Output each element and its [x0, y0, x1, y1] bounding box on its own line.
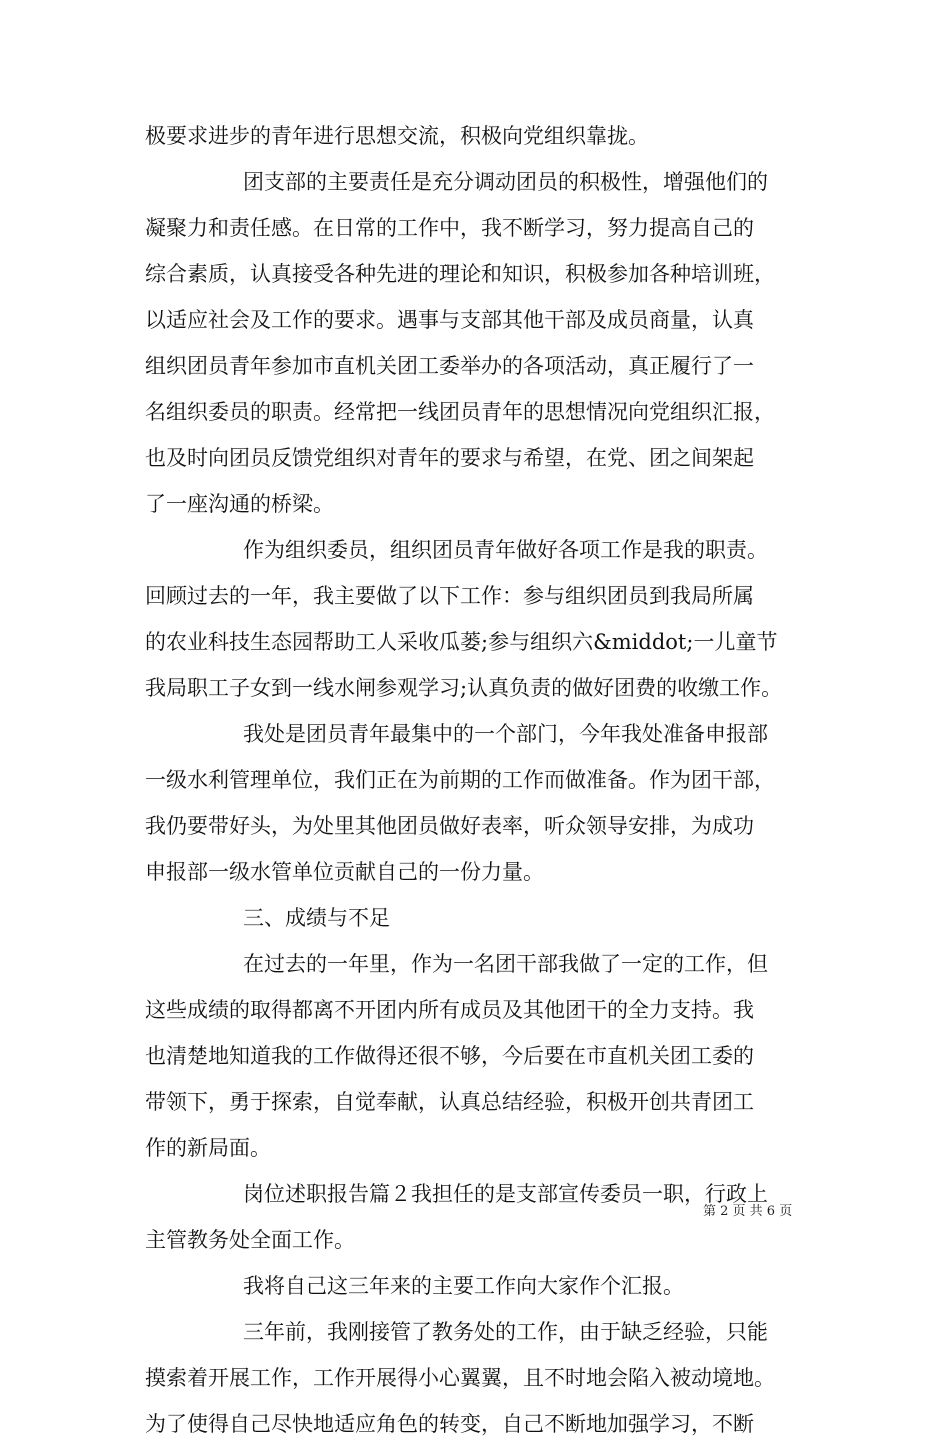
text-line: 一级水利管理单位，我们正在为前期的工作而做准备。作为团干部，	[145, 768, 775, 792]
text-line: 的农业科技生态园帮助工人采收瓜蒌;参与组织六&middot;一儿童节	[145, 630, 778, 654]
text-line: 申报部一级水管单位贡献自己的一份力量。	[145, 860, 544, 884]
text-line: 岗位述职报告篇２我担任的是支部宣传委员一职，行政上	[243, 1182, 768, 1206]
text-line: 摸索着开展工作，工作开展得小心翼翼，且不时地会陷入被动境地。	[145, 1366, 775, 1390]
text-line: 了一座沟通的桥梁。	[145, 492, 334, 516]
text-line: 三年前，我刚接管了教务处的工作，由于缺乏经验，只能	[243, 1320, 768, 1344]
text-line: 在过去的一年里，作为一名团干部我做了一定的工作，但	[243, 952, 768, 976]
text-line: 我将自己这三年来的主要工作向大家作个汇报。	[243, 1274, 684, 1298]
text-line: 三、成绩与不足	[243, 906, 390, 930]
text-line: 我处是团员青年最集中的一个部门，今年我处准备申报部	[243, 722, 768, 746]
text-line: 极要求进步的青年进行思想交流，积极向党组织靠拢。	[145, 124, 649, 148]
text-line: 作为组织委员，组织团员青年做好各项工作是我的职责。	[243, 538, 768, 562]
text-line: 也及时向团员反馈党组织对青年的要求与希望，在党、团之间架起	[145, 446, 754, 470]
text-line: 作的新局面。	[145, 1136, 271, 1160]
text-line: 这些成绩的取得都离不开团内所有成员及其他团干的全力支持。我	[145, 998, 754, 1022]
text-line: 为了使得自己尽快地适应角色的转变，自己不断地加强学习，不断	[145, 1412, 754, 1436]
text-line: 我仍要带好头，为处里其他团员做好表率，听众领导安排，为成功	[145, 814, 754, 838]
text-line: 也清楚地知道我的工作做得还很不够，今后要在市直机关团工委的	[145, 1044, 754, 1068]
text-line: 团支部的主要责任是充分调动团员的积极性，增强他们的	[243, 170, 768, 194]
body-text	[145, 113, 810, 1447]
text-line: 组织团员青年参加市直机关团工委举办的各项活动，真正履行了一	[145, 354, 754, 378]
text-line: 名组织委员的职责。经常把一线团员青年的思想情况向党组织汇报，	[145, 400, 775, 424]
text-line: 凝聚力和责任感。在日常的工作中，我不断学习，努力提高自己的	[145, 216, 754, 240]
text-line: 我局职工子女到一线水闸参观学习;认真负责的做好团费的收缴工作。	[145, 676, 783, 700]
text-line: 带领下，勇于探索，自觉奉献，认真总结经验，积极开创共青团工	[145, 1090, 754, 1114]
page-number: 第 2 页 共 6 页	[703, 1204, 793, 1219]
text-line: 以适应社会及工作的要求。遇事与支部其他干部及成员商量，认真	[145, 308, 754, 332]
text-line: 综合素质，认真接受各种先进的理论和知识，积极参加各种培训班，	[145, 262, 775, 286]
text-line: 主管教务处全面工作。	[145, 1228, 355, 1252]
text-line: 回顾过去的一年，我主要做了以下工作：参与组织团员到我局所属	[145, 584, 754, 608]
